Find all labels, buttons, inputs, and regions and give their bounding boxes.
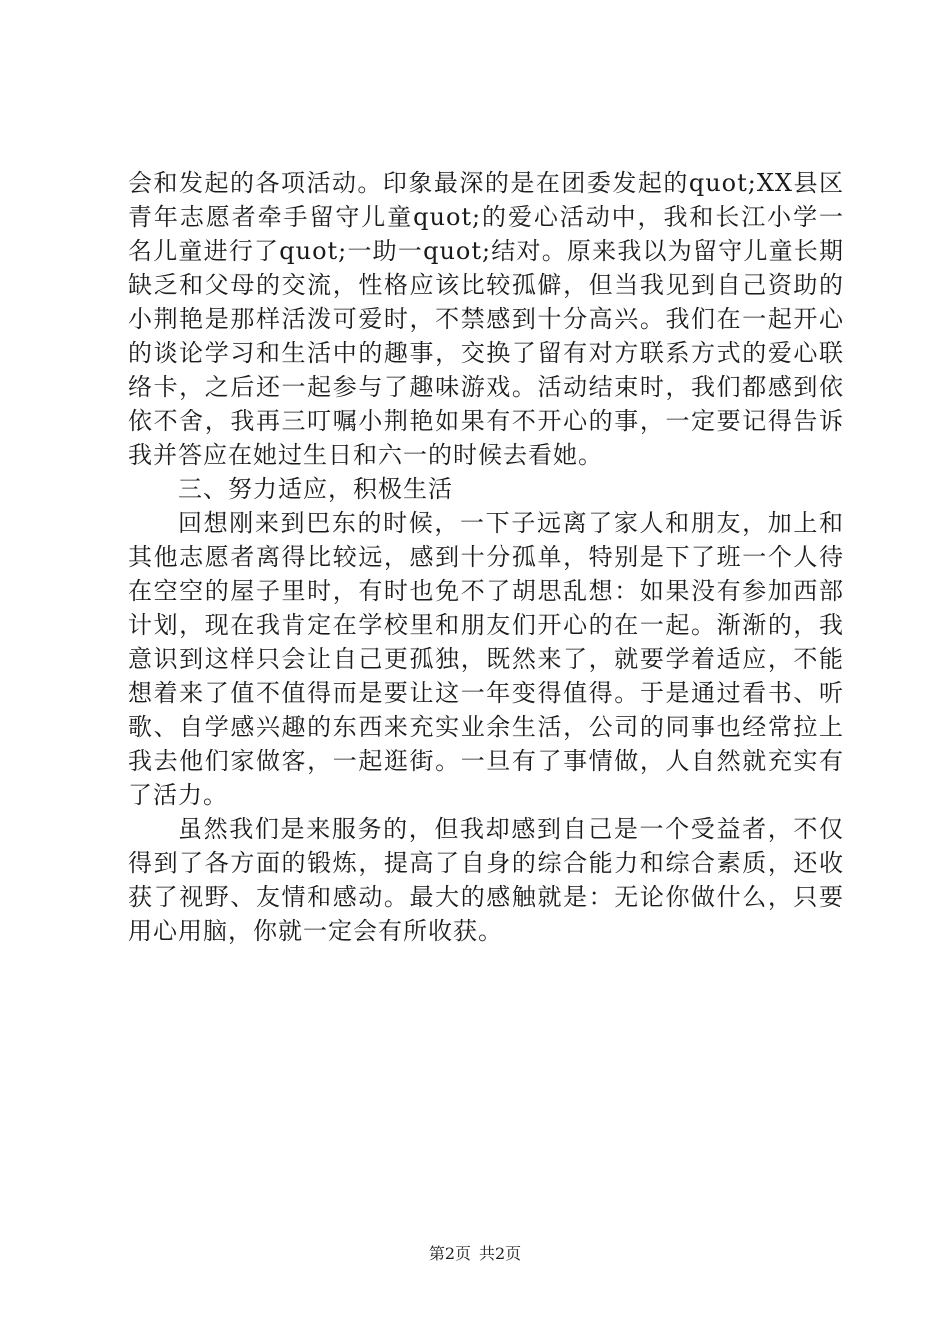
- total-pages: 共2页: [479, 1244, 522, 1263]
- paragraph-continuation: 会和发起的各项活动。印象最深的是在团委发起的quot;XX县区青年志愿者牵手留守儿童quot;的爱心活动中，我和长江小学一名儿童进行了quot;一助一quot;结对。原来我以为留守儿童长期缺乏和父母的交流，性格应该比较孤僻，但当我见到自己资助的小荆艳是那样活泼可爱时，不禁感到十分高兴。我们在一起开心的谈论学习和生活中的趣事，交换了留有对方联系方式的爱心联络卡，之后还一起参与了趣味游戏。活动结束时，我们都感到依依不舍，我再三叮嘱小荆艳如果有不开心的事，一定要记得告诉我并答应在她过生日和六一的时候去看她。: [128, 169, 844, 469]
- paragraph-adaptation: 回想刚来到巴东的时候，一下子远离了家人和朋友，加上和其他志愿者离得比较远，感到十分孤单，特别是下了班一个人待在空空的屋子里时，有时也免不了胡思乱想：如果没有参加西部计划，现在我肯定在学校里和朋友们开心的在一起。渐渐的，我意识到这样只会让自己更孤独，既然来了，就要学着适应，不能想着来了值不值得而是要让这一年变得值得。于是通过看书、听歌、自学感兴趣的东西来充实业余生活，公司的同事也经常拉上我去他们家做客，一起逛街。一旦有了事情做，人自然就充实有了活力。: [128, 509, 844, 809]
- paragraph-conclusion: 虽然我们是来服务的，但我却感到自己是一个受益者，不仅得到了各方面的锻炼，提高了自身的综合能力和综合素质，还收获了视野、友情和感动。最大的感触就是：无论你做什么，只要用心用脑，你就一定会有所收获。: [128, 815, 844, 945]
- page-footer: [0, 1244, 950, 1264]
- page-number: 第2页: [428, 1244, 471, 1263]
- section-heading: 三、努力适应，积极生活: [178, 475, 453, 503]
- document-body: [128, 166, 844, 948]
